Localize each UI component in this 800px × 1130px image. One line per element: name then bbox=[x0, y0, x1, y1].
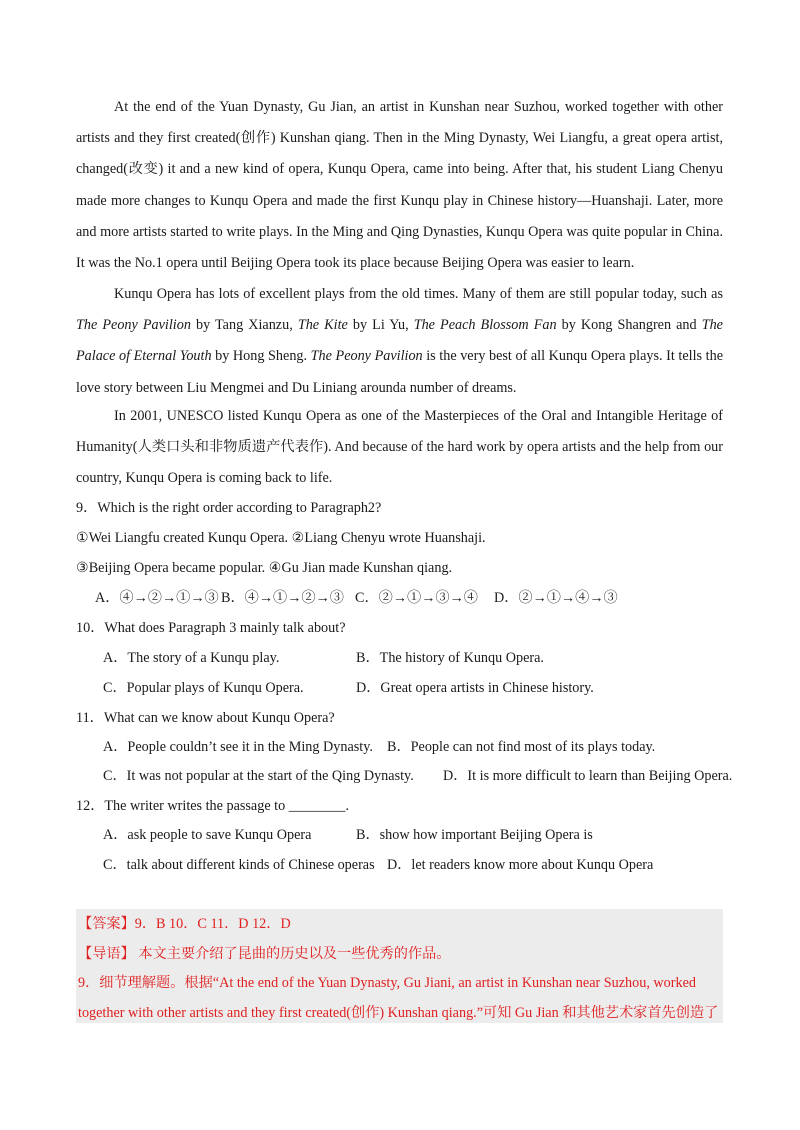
explanation-line-2: together with other artists and they first created(创作) Kunshan qiang.”可知 Gu Jian 和其他艺术家首先创造了 bbox=[78, 1005, 719, 1021]
answer-tag: 【答案】 bbox=[78, 916, 135, 932]
question-11-option-a[interactable]: A．People couldn’t see it in the Ming Dynasty. bbox=[103, 739, 373, 755]
question-9-stem: 9．Which is the right order according to Paragraph2? bbox=[76, 500, 382, 516]
question-10-option-c[interactable]: C．Popular plays of Kunqu Opera. bbox=[103, 680, 304, 696]
question-12-option-c[interactable]: C．talk about different kinds of Chinese operas bbox=[103, 857, 375, 873]
explanation-line-1: 9．细节理解题。根据“At the end of the Yuan Dynasty, Gu Jiani, an artist in Kunshan near Suzhou, worked bbox=[78, 975, 696, 991]
question-10-option-d[interactable]: D．Great opera artists in Chinese history. bbox=[356, 680, 594, 696]
answer-line bbox=[78, 914, 291, 934]
question-11-stem: 11．What can we know about Kunqu Opera? bbox=[76, 710, 335, 726]
play-title-peony-pavilion-2: The Peony Pavilion bbox=[310, 348, 423, 365]
p2-text-2: by Tang Xianzu, bbox=[190, 317, 298, 334]
p2-text-4: by Kong Shangren and bbox=[556, 317, 702, 334]
play-title-peach-blossom-fan: The Peach Blossom Fan bbox=[413, 317, 557, 334]
play-title-palace-eternal-youth: The Palace of Eternal Youth bbox=[76, 317, 723, 365]
question-9-statements-2: ③Beijing Opera became popular. ④Gu Jian made Kunshan qiang. bbox=[76, 560, 453, 576]
p2-text-5: by Hong Sheng. bbox=[211, 348, 311, 365]
play-title-peony-pavilion: The Peony Pavilion bbox=[76, 317, 191, 334]
passage-paragraph-3: In 2001, UNESCO listed Kunqu Opera as one of the Masterpieces of the Oral and Intangible Heritage of Humanity(人类口头和非物质遗产代表作). And because of the hard work by opera artists and the help from our country, Kunqu Opera is coming back to life. bbox=[76, 408, 723, 487]
p2-text-3: by Li Yu, bbox=[347, 317, 414, 334]
question-10-stem: 10．What does Paragraph 3 mainly talk about? bbox=[76, 620, 346, 636]
question-9-option-c[interactable]: C．②→①→③→④ bbox=[355, 590, 478, 606]
passage-paragraph-2 bbox=[76, 279, 723, 404]
question-9-option-a[interactable]: A．④→②→①→③ bbox=[95, 590, 219, 606]
guide-tag: 【导语】 bbox=[78, 946, 135, 962]
question-12-stem: 12．The writer writes the passage to ________. bbox=[76, 798, 350, 814]
question-9-option-d[interactable]: D．②→①→④→③ bbox=[494, 590, 618, 606]
question-12-option-d[interactable]: D．let readers know more about Kunqu Opera bbox=[387, 857, 654, 873]
passage-paragraph-1: At the end of the Yuan Dynasty, Gu Jian, an artist in Kunshan near Suzhou, worked together with other artists and they first created(创作) Kunshan qiang. Then in the Ming Dynasty, Wei Liangfu, a great opera artist, changed(改变) it and a new kind of opera, Kunqu Opera, came into being. After that, his student Liang Chenyu made more changes to Kunqu Opera and made the first Kunqu play in Chinese history—Huanshaji. Later, more and more artists started to write plays. In the Ming and Qing Dynasties, Kunqu Opera was quite popular in China. It was the No.1 opera until Beijing Opera took its place because Beijing Opera was easier to learn. bbox=[76, 99, 723, 272]
question-9-option-b[interactable]: B．④→①→②→③ bbox=[221, 590, 344, 606]
guide-line bbox=[78, 944, 450, 964]
p2-text-6: is the very best of all Kunqu Opera plays. It tells the love story between Liu Mengmei and Du Liniang arounda number of dreams. bbox=[76, 348, 723, 396]
question-12-option-a[interactable]: A．ask people to save Kunqu Opera bbox=[103, 827, 312, 843]
question-11-option-b[interactable]: B．People can not find most of its plays today. bbox=[387, 739, 656, 755]
question-11-option-d[interactable]: D．It is more difficult to learn than Beijing Opera. bbox=[443, 768, 733, 784]
question-10-option-a[interactable]: A．The story of a Kunqu play. bbox=[103, 650, 280, 666]
question-10-option-b[interactable]: B．The history of Kunqu Opera. bbox=[356, 650, 544, 666]
question-11-option-c[interactable]: C．It was not popular at the start of the Qing Dynasty. bbox=[103, 768, 414, 784]
question-12-option-b[interactable]: B．show how important Beijing Opera is bbox=[356, 827, 593, 843]
play-title-kite: The Kite bbox=[297, 317, 348, 334]
p2-text-1: Kunqu Opera has lots of excellent plays from the old times. Many of them are still popular today, such as bbox=[114, 286, 723, 302]
answer-key: 9．B 10．C 11．D 12．D bbox=[134, 916, 291, 932]
question-9-statements-1: ①Wei Liangfu created Kunqu Opera. ②Liang Chenyu wrote Huanshaji. bbox=[76, 530, 486, 546]
guide-text: 本文主要介绍了昆曲的历史以及一些优秀的作品。 bbox=[134, 946, 451, 962]
